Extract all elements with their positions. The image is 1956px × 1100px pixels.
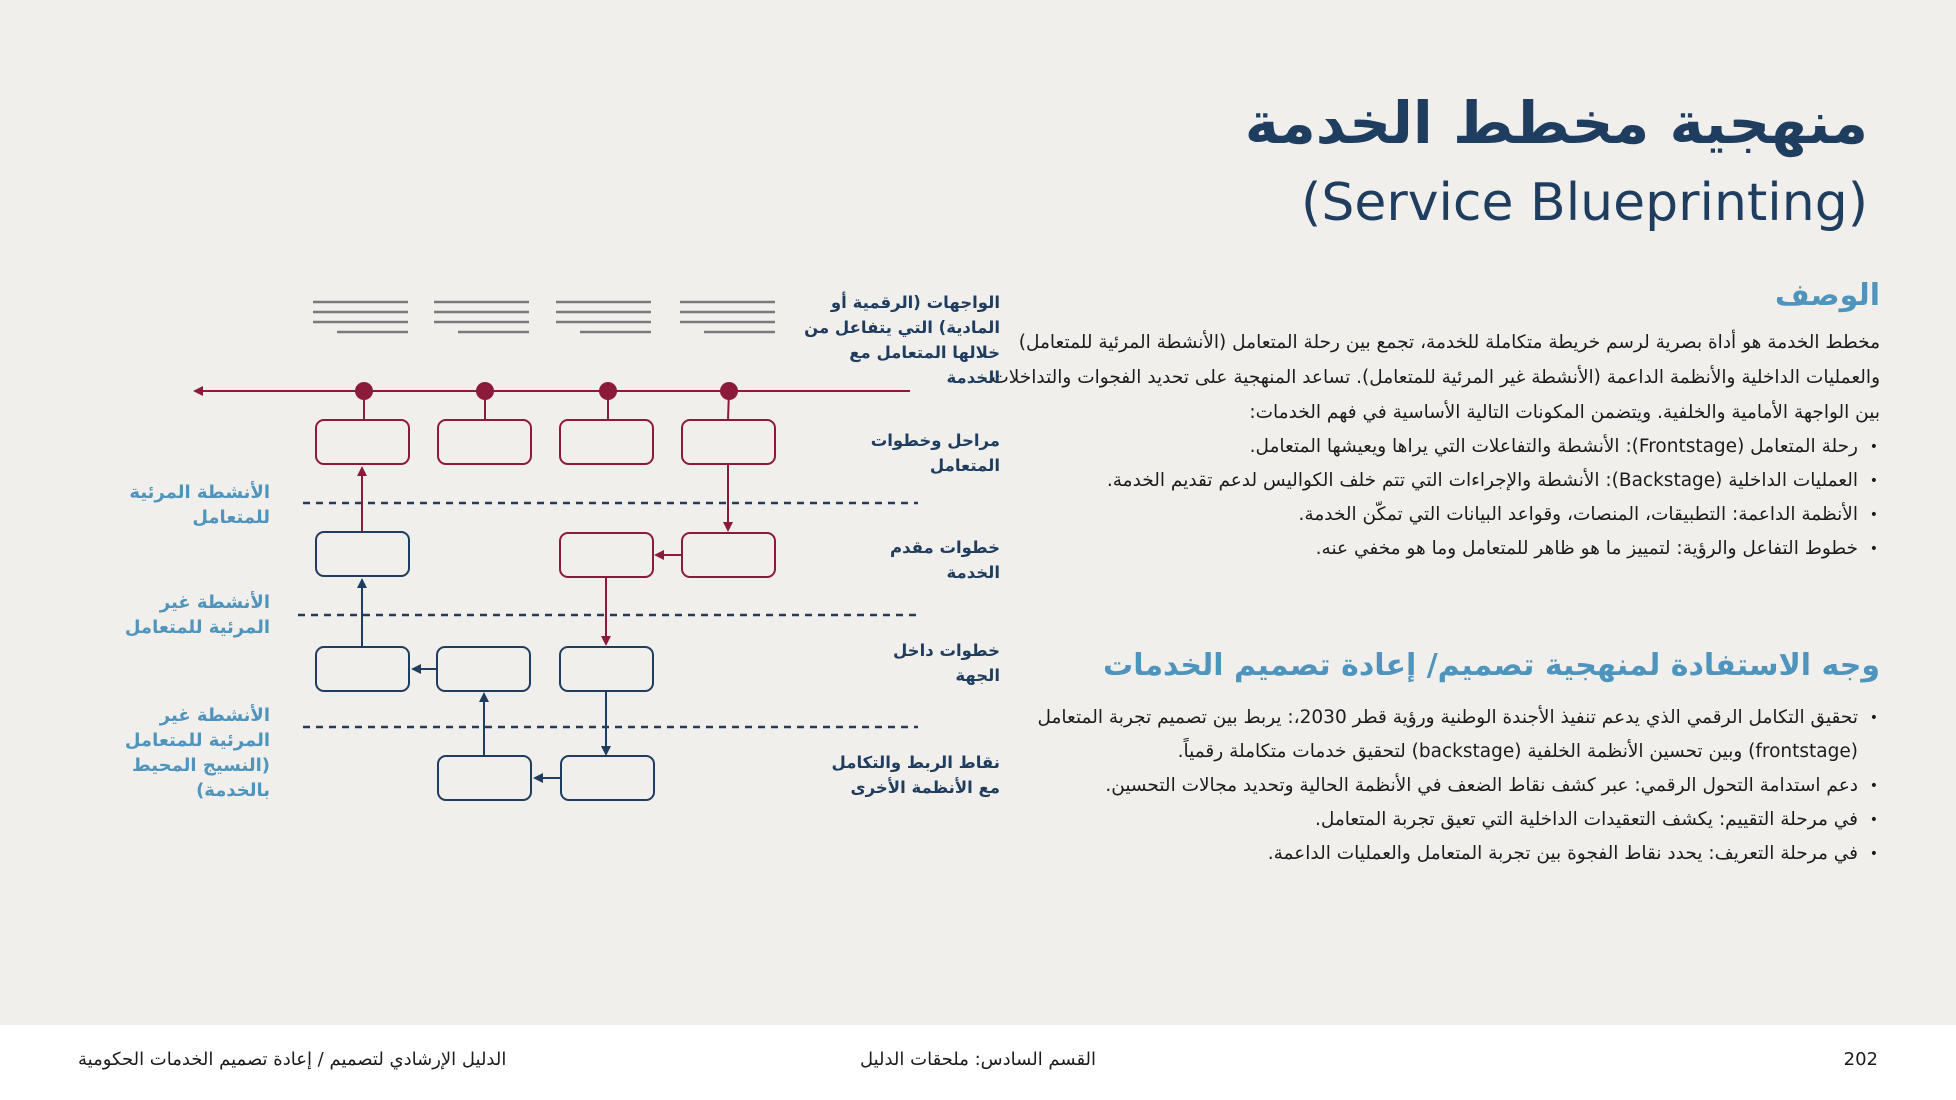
- customer-step-box: [316, 420, 409, 464]
- list-item: • خطوط التفاعل والرؤية: لتمييز ما هو ظاهر للمتعامل وما هو مخفي عنه.: [990, 532, 1880, 566]
- provider-step-box: [560, 533, 653, 577]
- blueprint-diagram: [110, 280, 1010, 820]
- list-item: • رحلة المتعامل (Frontstage): الأنشطة والتفاعلات التي يراها ويعيشها المتعامل.: [990, 430, 1880, 464]
- interface-icon: [556, 302, 651, 332]
- interface-icon: [434, 302, 529, 332]
- customer-step-box: [682, 420, 775, 464]
- description-section: [990, 278, 1880, 566]
- description-paragraph: مخطط الخدمة هو أداة بصرية لرسم خريطة متكاملة للخدمة، تجمع بين رحلة المتعامل (الأنشطة المرئية للمتعامل) والعمليات الداخلية والأنظمة الداعمة (الأنشطة غير المرئية للمتعامل). تساعد المنهجية على تحديد الفجوات والتداخلات بين الواجهة الأمامية والخلفية. ويتضمن المكونات التالية الأساسية في فهم الخدمات:: [991, 332, 1880, 423]
- integration-box: [561, 756, 654, 800]
- page-number: 202: [1843, 1049, 1878, 1070]
- title-arabic: منهجية مخطط الخدمة: [1244, 89, 1868, 157]
- list-item: • الأنظمة الداعمة: التطبيقات، المنصات، وقواعد البيانات التي تمكّن الخدمة.: [990, 498, 1880, 532]
- visible-activities-label: الأنشطة المرئية للمتعامل: [129, 482, 270, 528]
- integration-box: [438, 756, 531, 800]
- internal-step-boxes: [316, 647, 653, 691]
- description-heading: الوصف: [1774, 278, 1880, 313]
- footer-section: القسم السادس: ملحقات الدليل: [859, 1049, 1097, 1070]
- interface-icon: [680, 302, 775, 332]
- customer-step-boxes: [316, 420, 775, 464]
- internal-step-box: [437, 647, 530, 691]
- invisible-activities-label: الأنشطة غير المرئية للمتعامل: [124, 592, 270, 638]
- title-english: (Service Blueprinting): [1301, 173, 1868, 233]
- list-item: • العمليات الداخلية (Backstage): الأنشطة والإجراءات التي تتم خلف الكواليس لدعم تقديم الخدمة.: [990, 464, 1880, 498]
- touchpoint-connectors: [364, 391, 729, 420]
- internal-step-box: [560, 647, 653, 691]
- benefits-section: [990, 648, 1880, 871]
- description-bullets: [990, 430, 1880, 566]
- internal-step-box: [316, 647, 409, 691]
- customer-step-box: [560, 420, 653, 464]
- provider-step-box: [316, 532, 409, 576]
- internal-steps-label: خطوات داخل الجهة: [892, 641, 1000, 685]
- ecosystem-activities-label: الأنشطة غير المرئية للمتعامل (النسيج المحيط بالخدمة): [124, 705, 270, 801]
- integration-label: نقاط الربط والتكامل مع الأنظمة الأخرى: [831, 753, 1000, 797]
- benefits-bullets: [990, 701, 1880, 871]
- interface-icon: [313, 302, 408, 332]
- customer-step-box: [438, 420, 531, 464]
- provider-step-box: [682, 533, 775, 577]
- list-item: • دعم استدامة التحول الرقمي: عبر كشف نقاط الضعف في الأنظمة الحالية وتحديد مجالات التحسين.: [990, 769, 1880, 803]
- provider-steps-label: خطوات مقدم الخدمة: [889, 538, 1000, 582]
- interfaces-label: الواجهات (الرقمية أو المادية) التي يتفاعل من خلالها المتعامل مع الخدمة: [804, 293, 1000, 387]
- interface-icons: [313, 302, 775, 332]
- list-item: • تحقيق التكامل الرقمي الذي يدعم تنفيذ الأجندة الوطنية ورؤية قطر 2030،: يربط بين تصميم تجربة المتعامل (frontstage) وبين تحسين الأنظمة الخلفية (backstage) لتحقيق خدمات متكاملة رقمياً.: [990, 701, 1880, 769]
- benefits-heading: وجه الاستفادة لمنهجية تصميم/ إعادة تصميم الخدمات: [1103, 648, 1880, 683]
- footer: [0, 1025, 1956, 1100]
- list-item: • في مرحلة التعريف: يحدد نقاط الفجوة بين تجربة المتعامل والعمليات الداعمة.: [990, 837, 1880, 871]
- customer-steps-label: مراحل وخطوات المتعامل: [870, 431, 1000, 475]
- list-item: • في مرحلة التقييم: يكشف التعقيدات الداخلية التي تعيق تجربة المتعامل.: [990, 803, 1880, 837]
- footer-guide-title: الدليل الإرشادي لتصميم / إعادة تصميم الخدمات الحكومية: [78, 1049, 507, 1070]
- page-title: [1245, 82, 1868, 242]
